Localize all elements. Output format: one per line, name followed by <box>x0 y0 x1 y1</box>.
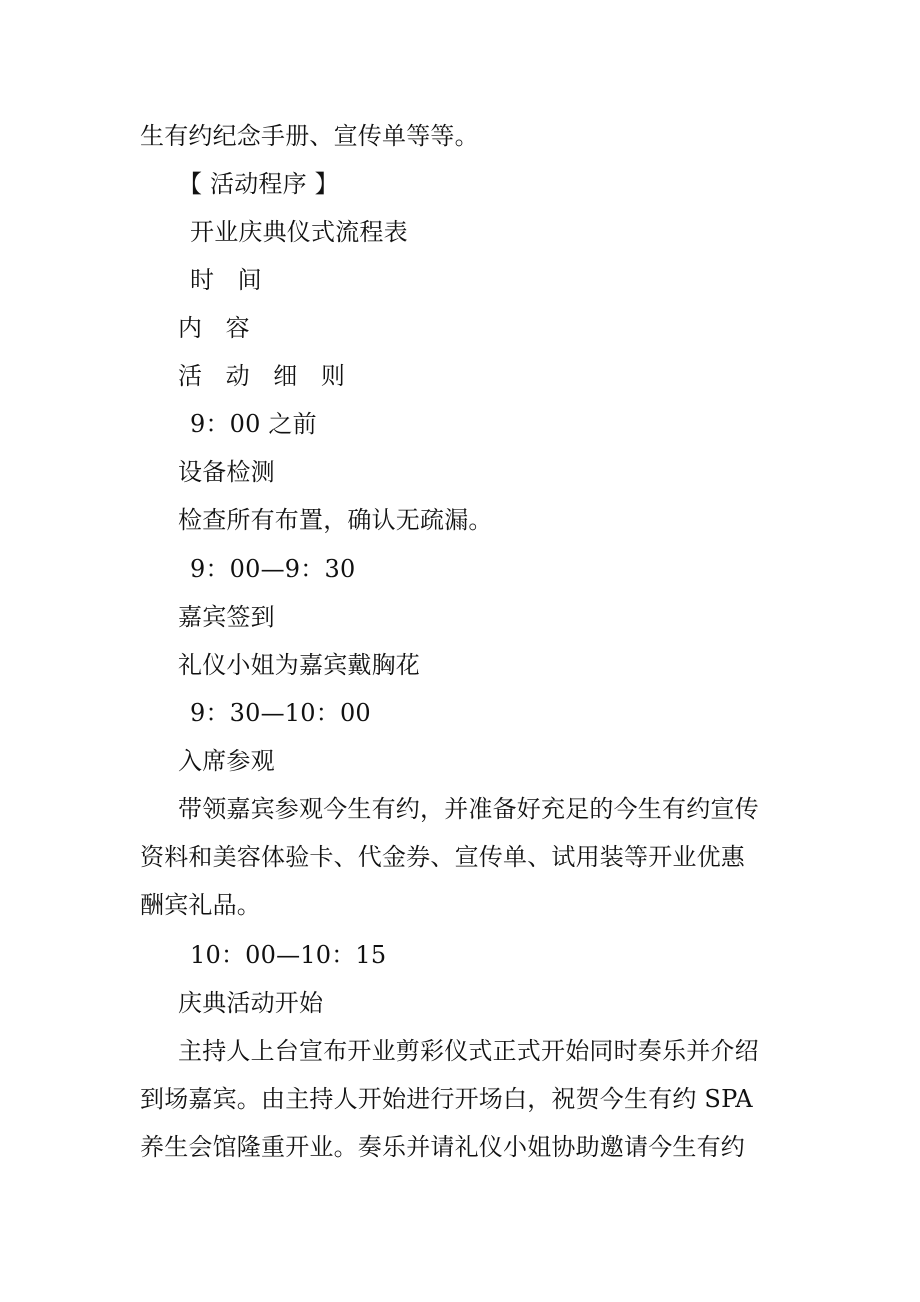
text-line-1: 生有约纪念手册、宣传单等等。 <box>140 122 479 150</box>
schedule-item-3: 入席参观 <box>178 747 275 775</box>
column-header-content: 内 容 <box>178 314 258 342</box>
schedule-detail-2: 礼仪小姐为嘉宾戴胸花 <box>178 651 420 679</box>
schedule-detail-4-line-2: 到场嘉宾。由主持人开始进行开场白，祝贺今生有约 SPA <box>140 1085 753 1113</box>
schedule-detail-4-line-3: 养生会馆隆重开业。奏乐并请礼仪小姐协助邀请今生有约 <box>140 1133 745 1161</box>
schedule-detail-3-line-3: 酬宾礼品。 <box>140 891 261 919</box>
section-heading: 【 活动程序 】 <box>178 170 339 198</box>
schedule-detail-3-line-1: 带领嘉宾参观今生有约，并准备好充足的今生有约宣传 <box>178 795 759 823</box>
schedule-item-2: 嘉宾签到 <box>178 603 275 631</box>
schedule-item-1: 设备检测 <box>178 458 275 486</box>
table-title: 开业庆典仪式流程表 <box>190 218 408 246</box>
schedule-detail-3-line-2: 资料和美容体验卡、代金券、宣传单、试用装等开业优惠 <box>140 843 745 871</box>
schedule-time-3: 9：30—10：00 <box>190 699 371 727</box>
schedule-time-1: 9：00 之前 <box>190 410 317 438</box>
schedule-time-4: 10：00—10：15 <box>190 941 387 969</box>
schedule-item-4: 庆典活动开始 <box>178 989 324 1017</box>
column-header-details: 活 动 细 则 <box>178 362 353 390</box>
schedule-detail-4-line-1: 主持人上台宣布开业剪彩仪式正式开始同时奏乐并介绍 <box>178 1037 759 1065</box>
column-header-time: 时 间 <box>190 266 270 294</box>
schedule-time-2: 9：00—9：30 <box>190 555 356 583</box>
schedule-detail-1: 检查所有布置，确认无疏漏。 <box>178 506 493 534</box>
